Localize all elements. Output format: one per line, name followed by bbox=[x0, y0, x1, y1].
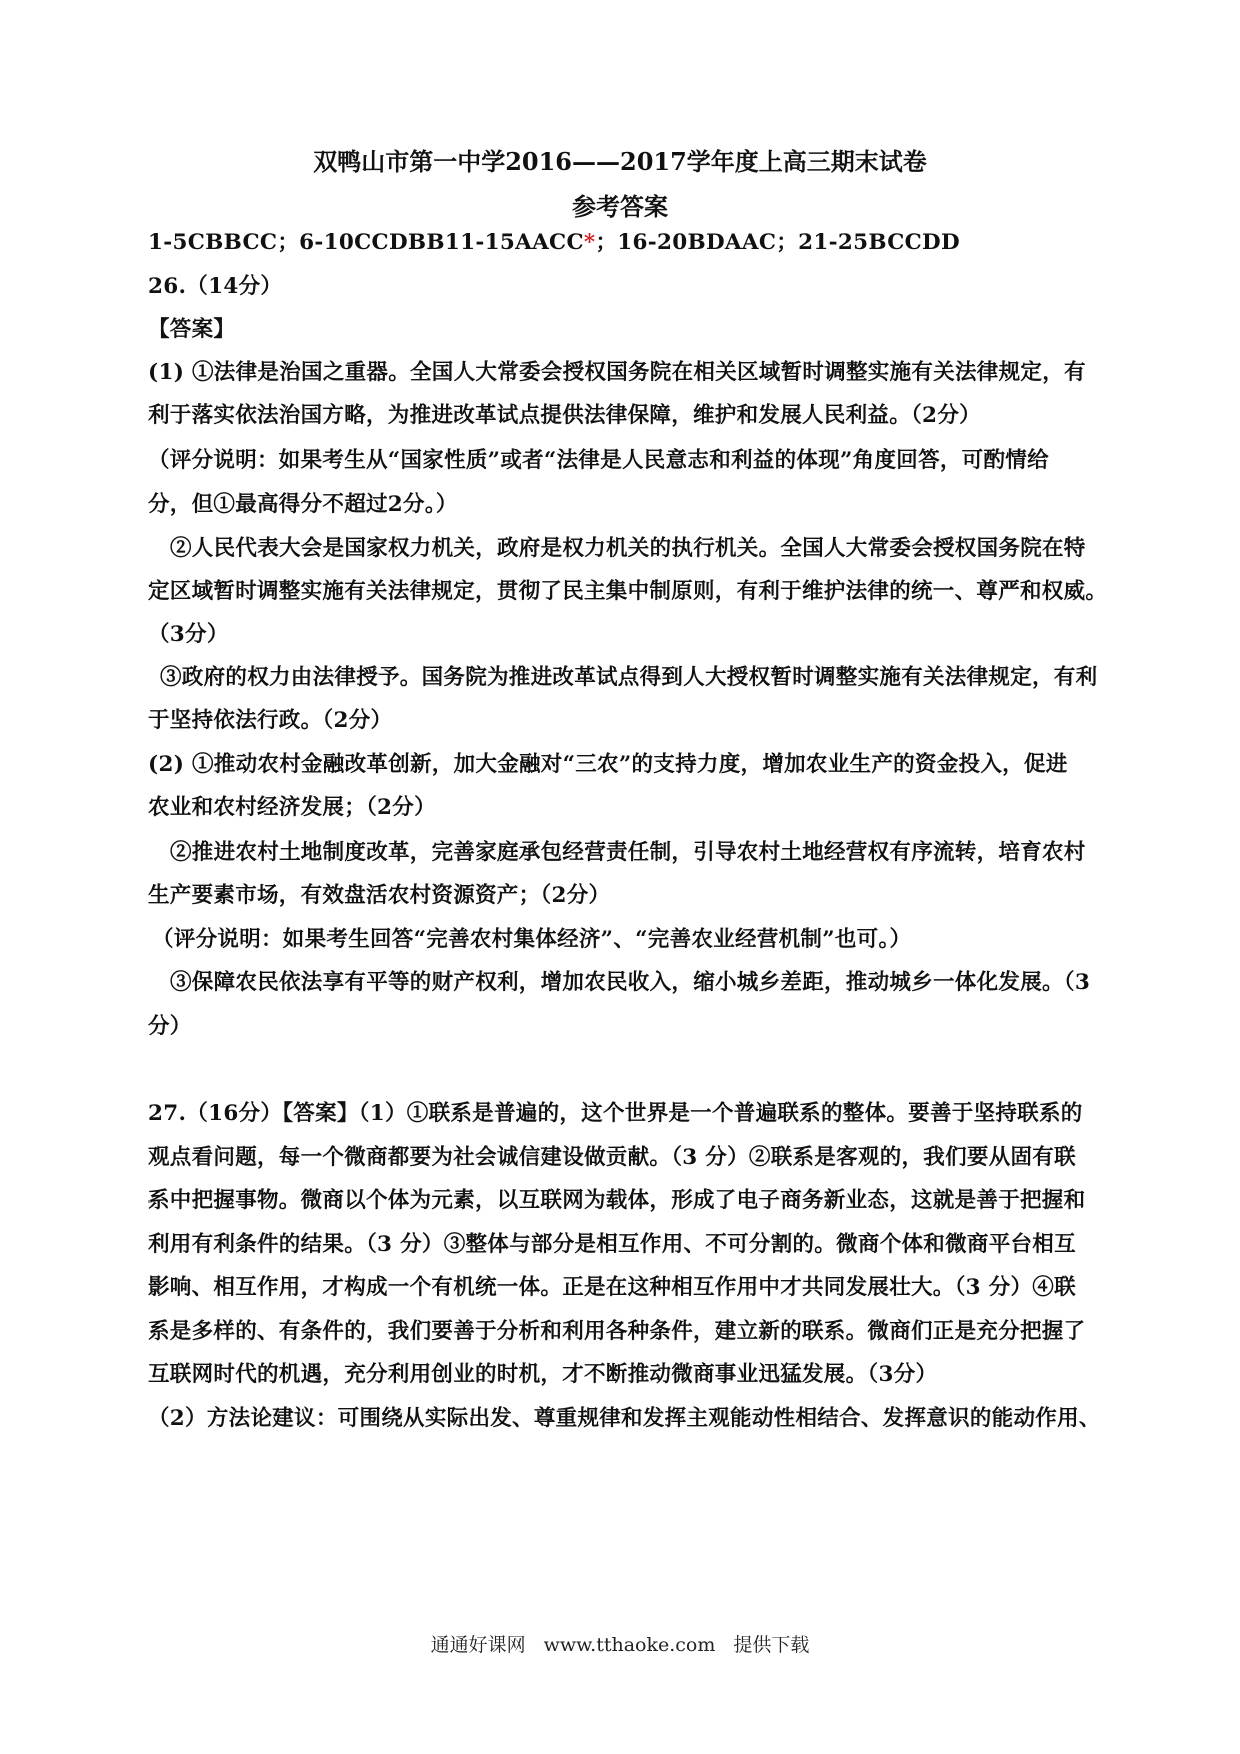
page-footer bbox=[0, 1630, 1240, 1657]
page-title: 双鸭山市第一中学2016——2017学年度上高三期末试卷 bbox=[313, 147, 927, 176]
footer-site-name: 通通好课网 bbox=[430, 1634, 526, 1656]
star-mark: * bbox=[583, 230, 596, 255]
paragraph-line: 农业和农村经济发展；（2分） bbox=[148, 795, 436, 820]
page-subtitle: 参考答案 bbox=[572, 192, 668, 221]
paragraph-line: (1) ①法律是治国之重器。全国人大常委会授权国务院在相关区域暂时调整实施有关法律规定，有 bbox=[148, 360, 1086, 385]
question-26-header: 26.（14分） bbox=[148, 274, 283, 299]
answer-heading: 【答案】 bbox=[148, 317, 236, 342]
scoring-note-line: （评分说明：如果考生回答“完善农村集体经济”、“完善农业经营机制”也可。） bbox=[152, 927, 912, 952]
footer-url-link[interactable]: www.tthaoke.com bbox=[543, 1634, 716, 1656]
paragraph-line: (2) ①推动农村金融改革创新，加大金融对“三农”的支持力度，增加农业生产的资金投入，促进 bbox=[148, 752, 1068, 777]
paragraph-line: 利于落实依法治国方略，为推进改革试点提供法律保障，维护和发展人民利益。（2分） bbox=[148, 403, 981, 428]
paragraph-line: 观点看问题，每一个微商都要为社会诚信建设做贡献。（3 分）②联系是客观的，我们要从固有联 bbox=[148, 1145, 1076, 1170]
paragraph-line: ②人民代表大会是国家权力机关，政府是权力机关的执行机关。全国人大常委会授权国务院在特 bbox=[170, 536, 1086, 561]
paragraph-line: 于坚持依法行政。（2分） bbox=[148, 708, 393, 733]
paragraph-line: 分） bbox=[148, 1014, 192, 1039]
choice-answer-key bbox=[148, 228, 1098, 258]
paragraph-line: ③保障农民依法享有平等的财产权利，增加农民收入，缩小城乡差距，推动城乡一体化发展。（3 bbox=[170, 970, 1091, 995]
scoring-note-line: （评分说明：如果考生从“国家性质”或者“法律是人民意志和利益的体现”角度回答，可酌情给 bbox=[148, 448, 1049, 473]
question-27-line: 27.（16分）【答案】（1）①联系是普遍的，这个世界是一个普遍联系的整体。要善于坚持联系的 bbox=[148, 1101, 1083, 1126]
paragraph-line: （2）方法论建议：可围绕从实际出发、尊重规律和发挥主观能动性相结合、发挥意识的能动作用、 bbox=[148, 1406, 1101, 1431]
paragraph-line: ③政府的权力由法律授予。国务院为推进改革试点得到人大授权暂时调整实施有关法律规定，有利 bbox=[160, 665, 1098, 690]
paragraph-line: 系中把握事物。微商以个体为元素，以互联网为载体，形成了电子商务新业态，这就是善于把握和 bbox=[148, 1188, 1086, 1213]
paragraph-line: 生产要素市场，有效盘活农村资源资产；（2分） bbox=[148, 883, 611, 908]
paragraph-line: 定区域暂时调整实施有关法律规定，贯彻了民主集中制原则，有利于维护法律的统一、尊严和权威。 bbox=[148, 579, 1108, 604]
paragraph-line: 系是多样的、有条件的，我们要善于分析和利用各种条件，建立新的联系。微商们正是充分把握了 bbox=[148, 1319, 1086, 1344]
choice-key-part-a: 1-5CBBCC；6-10CCDBB11-15AACC bbox=[148, 230, 584, 255]
footer-note: 提供下载 bbox=[733, 1634, 810, 1656]
paragraph-line: 影响、相互作用，才构成一个有机统一体。正是在这种相互作用中才共同发展壮大。（3 分）④联 bbox=[148, 1275, 1076, 1300]
paragraph-line: ②推进农村土地制度改革，完善家庭承包经营责任制，引导农村土地经营权有序流转，培育农村 bbox=[170, 840, 1086, 865]
paragraph-line: （3分） bbox=[148, 622, 229, 647]
paragraph-line: 互联网时代的机遇，充分利用创业的时机，才不断推动微商事业迅猛发展。（3分） bbox=[148, 1362, 938, 1387]
paragraph-line: 利用有利条件的结果。（3 分）③整体与部分是相互作用、不可分割的。微商个体和微商平台相互 bbox=[148, 1232, 1076, 1257]
choice-key-part-b: ；16-20BDAAC；21-25BCCDD bbox=[595, 230, 960, 255]
scoring-note-line: 分，但①最高得分不超过2分。） bbox=[148, 492, 458, 517]
